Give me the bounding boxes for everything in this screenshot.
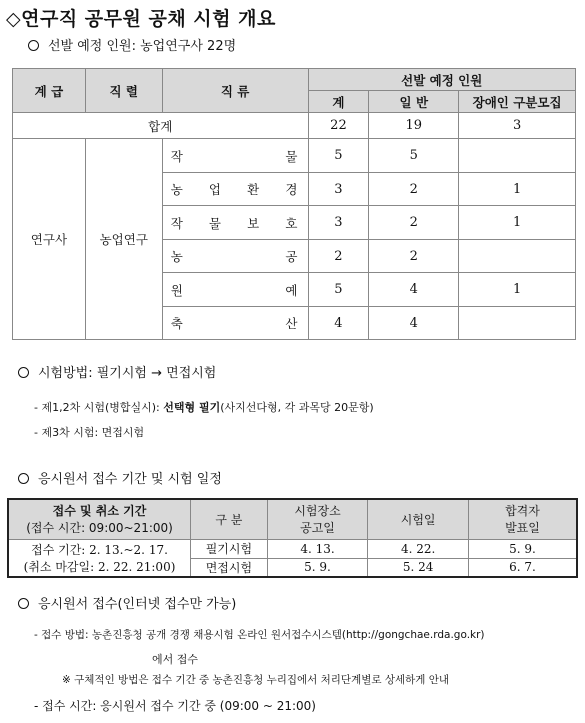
schedule-table bbox=[7, 498, 578, 578]
table-row-total bbox=[13, 113, 576, 139]
selection-text: 선발 예정 인원: 농업연구사 22명 bbox=[48, 39, 237, 54]
schedule-heading: 응시원서 접수 기간 및 시험 일정 bbox=[18, 468, 222, 487]
total-count: 22 bbox=[308, 113, 369, 139]
row-disabled bbox=[459, 240, 576, 273]
grade-cell: 연구사 bbox=[13, 139, 86, 340]
circle-bullet-icon bbox=[18, 598, 29, 609]
notice-date: 5. 9. bbox=[267, 558, 368, 577]
row-disabled: 1 bbox=[459, 273, 576, 307]
schedule-header-notice: 시험장소 공고일 bbox=[267, 499, 368, 539]
total-general: 19 bbox=[369, 113, 459, 139]
row-general: 5 bbox=[369, 139, 459, 173]
application-period: 접수 기간: 2. 13.~2. 17. (취소 마감일: 2. 22. 21:00) bbox=[8, 539, 191, 577]
total-label: 합계 bbox=[13, 113, 309, 139]
row-general: 2 bbox=[369, 206, 459, 240]
header-planned: 선발 예정 인원 bbox=[308, 69, 576, 91]
result-date: 5. 9. bbox=[468, 539, 577, 558]
series-cell: 농업연구 bbox=[85, 139, 162, 340]
application-heading: 응시원서 접수(인터넷 접수만 가능) bbox=[18, 593, 236, 612]
exam-date: 4. 22. bbox=[368, 539, 469, 558]
row-total: 4 bbox=[308, 307, 369, 340]
header-disabled: 장애인 구분모집 bbox=[459, 91, 576, 113]
category-cell: 농 업 환 경 bbox=[162, 173, 308, 206]
table-row bbox=[13, 139, 576, 173]
application-note: ※ 구체적인 방법은 접수 기간 중 농촌진흥청 누리집에서 처리단계별로 상세하게 안내 bbox=[62, 674, 450, 686]
row-total: 5 bbox=[308, 273, 369, 307]
schedule-header-exam: 시험일 bbox=[368, 499, 469, 539]
exam-date: 5. 24 bbox=[368, 558, 469, 577]
row-total: 3 bbox=[308, 206, 369, 240]
application-method: - 접수 방법: 농촌진흥청 공개 경쟁 채용시험 온라인 원서접수시스템(http://gongchae.rda.go.kr) bbox=[34, 629, 485, 641]
header-general: 일 반 bbox=[369, 91, 459, 113]
row-disabled: 1 bbox=[459, 173, 576, 206]
notice-date: 4. 13. bbox=[267, 539, 368, 558]
row-general: 4 bbox=[369, 273, 459, 307]
category-cell: 원 예 bbox=[162, 273, 308, 307]
row-disabled: 1 bbox=[459, 206, 576, 240]
application-time: - 접수 시간: 응시원서 접수 기간 중 (09:00 ~ 21:00) bbox=[34, 699, 316, 713]
table-row bbox=[8, 539, 577, 558]
header-grade: 계 급 bbox=[13, 69, 86, 113]
row-general: 2 bbox=[369, 173, 459, 206]
schedule-header-type: 구 분 bbox=[191, 499, 268, 539]
row-total: 3 bbox=[308, 173, 369, 206]
total-disabled: 3 bbox=[459, 113, 576, 139]
row-total: 2 bbox=[308, 240, 369, 273]
page-title: ◇연구직 공무원 공채 시험 개요 bbox=[6, 8, 276, 30]
method-line-1: - 제1,2차 시험(병합실시): 선택형 필기(사지선다형, 각 과목당 20문항) bbox=[34, 401, 374, 414]
header-category: 직 류 bbox=[162, 69, 308, 113]
circle-bullet-icon bbox=[28, 40, 39, 51]
schedule-header-result: 합격자 발표일 bbox=[468, 499, 577, 539]
category-cell: 작 물 보 호 bbox=[162, 206, 308, 240]
result-date: 6. 7. bbox=[468, 558, 577, 577]
category-cell: 농 공 bbox=[162, 240, 308, 273]
row-general: 4 bbox=[369, 307, 459, 340]
circle-bullet-icon bbox=[18, 367, 29, 378]
category-cell: 작 물 bbox=[162, 139, 308, 173]
selection-summary bbox=[28, 35, 236, 54]
exam-type: 면접시험 bbox=[191, 558, 268, 577]
method-line-2: - 제3차 시험: 면접시험 bbox=[34, 426, 145, 439]
circle-bullet-icon bbox=[18, 473, 29, 484]
category-cell: 축 산 bbox=[162, 307, 308, 340]
header-total: 계 bbox=[308, 91, 369, 113]
row-general: 2 bbox=[369, 240, 459, 273]
exam-type: 필기시험 bbox=[191, 539, 268, 558]
application-method-cont: 에서 접수 bbox=[152, 653, 199, 666]
header-series: 직 렬 bbox=[85, 69, 162, 113]
row-total: 5 bbox=[308, 139, 369, 173]
method-heading: 시험방법: 필기시험 → 면접시험 bbox=[18, 362, 216, 381]
selection-table bbox=[12, 68, 576, 340]
row-disabled bbox=[459, 307, 576, 340]
row-disabled bbox=[459, 139, 576, 173]
schedule-header-period: 접수 및 취소 기간 (접수 시간: 09:00~21:00) bbox=[8, 499, 191, 539]
